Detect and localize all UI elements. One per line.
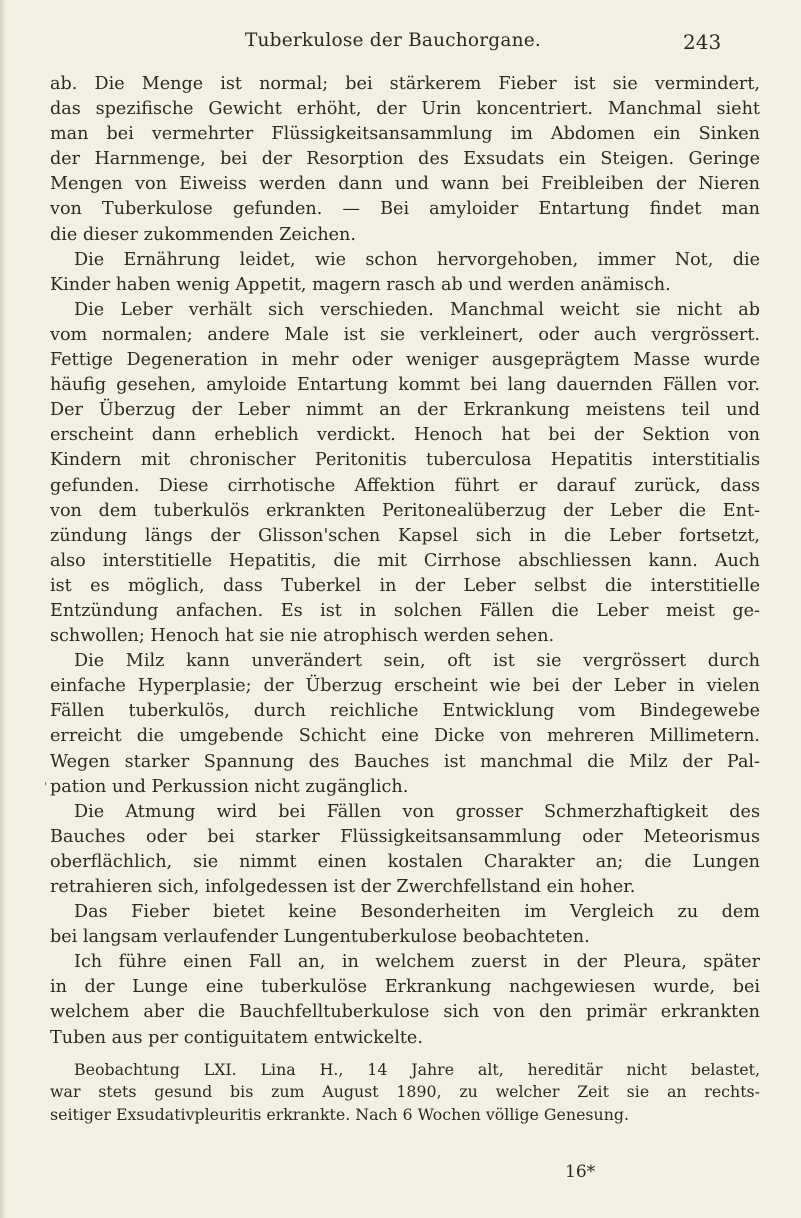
- text-line: oberflächlich, sie nimmt einen kostalen Charakter an; die Lungen: [50, 851, 760, 872]
- text-line: Kindern mit chronischer Peritonitis tuberculosa Hepatitis interstitialis: [50, 450, 760, 471]
- text-line: schwollen; Henoch hat sie nie atrophisch werden sehen.: [50, 626, 555, 647]
- paragraph: [50, 649, 760, 800]
- text-line: Die Leber verhält sich verschieden. Manchmal weicht sie nicht ab: [74, 299, 760, 320]
- paragraph: [50, 298, 760, 649]
- text-line: erscheint dann erheblich verdickt. Henoch hat bei der Sektion von: [50, 425, 760, 446]
- text-line: gefunden. Diese cirrhotische Affektion führt er darauf zurück, dass: [50, 475, 760, 496]
- observation-line: Beobachtung LXI. Lina H., 14 Jahre alt, hereditär nicht belastet,: [74, 1059, 760, 1079]
- text-line: die dieser zukommenden Zeichen.: [50, 224, 356, 245]
- text-line: retrahieren sich, infolgedessen ist der Zwerchfellstand ein hoher.: [50, 877, 636, 897]
- text-line: Ich führe einen Fall an, in welchem zuerst in der Pleura, später: [74, 952, 760, 973]
- paragraph: [50, 800, 760, 900]
- text-line: der Harnmenge, bei der Resorption des Exsudats ein Steigen. Geringe: [50, 149, 760, 170]
- text-line: Die Milz kann unverändert sein, oft ist sie vergrössert durch: [74, 651, 760, 672]
- paragraph: [50, 950, 760, 1050]
- paragraph: [50, 72, 760, 248]
- text-line: einfache Hyperplasie; der Überzug erscheint wie bei der Leber in vielen: [50, 676, 760, 697]
- page-edge-shadow: [0, 0, 6, 1218]
- text-line: Kinder haben wenig Appetit, magern rasch ab und werden anämisch.: [50, 274, 671, 295]
- page-number: 243: [683, 30, 722, 54]
- text-line: erreicht die umgebende Schicht eine Dicke von mehreren Millimetern.: [50, 726, 760, 747]
- text-line: Fällen tuberkulös, durch reichliche Entwicklung vom Bindegewebe: [50, 701, 760, 722]
- paragraph: [50, 248, 760, 298]
- text-line: Das Fieber bietet keine Besonderheiten im Vergleich zu dem: [74, 902, 760, 923]
- text-line: Fettige Degeneration in mehr oder weniger ausgeprägtem Masse wurde: [50, 350, 760, 371]
- paragraphs: [50, 72, 760, 1051]
- text-line: von Tuberkulose gefunden. — Bei amyloider Entartung findet man: [50, 199, 760, 220]
- text-line: vom normalen; andere Male ist sie verkleinert, oder auch vergrössert.: [50, 324, 760, 345]
- text-line: Der Überzug der Leber nimmt an der Erkrankung meistens teil und: [50, 400, 760, 421]
- text-line: ab. Die Menge ist normal; bei stärkerem Fieber ist sie vermindert,: [50, 74, 760, 94]
- text-line: man bei vermehrter Flüssigkeitsansammlung im Abdomen ein Sinken: [50, 124, 760, 145]
- paragraph: [50, 900, 760, 950]
- signature-mark: 16*: [565, 1162, 596, 1182]
- text-line: welchem aber die Bauchfelltuberkulose sich von den primär erkrankten: [50, 1002, 760, 1023]
- observation-line: seitiger Exsudativpleuritis erkrankte. Nach 6 Wochen völlige Genesung.: [50, 1104, 630, 1124]
- text-line: Die Ernährung leidet, wie schon hervorgehoben, immer Not, die: [74, 249, 760, 270]
- running-head-title: Tuberkulose der Bauchorgane.: [245, 30, 541, 51]
- text-line: Wegen starker Spannung des Bauches ist manchmal die Milz der Pal-: [50, 751, 760, 772]
- text-line: Mengen von Eiweiss werden dann und wann bei Freibleiben der Nieren: [50, 174, 760, 195]
- observation-block: [50, 1059, 760, 1127]
- text-line: Entzündung anfachen. Es ist in solchen Fällen die Leber meist ge-: [50, 600, 760, 621]
- body-text: [50, 72, 760, 1126]
- text-line: in der Lunge eine tuberkulöse Erkrankung nachgewiesen wurde, bei: [50, 977, 760, 998]
- text-line: häufig gesehen, amyloide Entartung kommt bei lang dauernden Fällen vor.: [50, 375, 760, 396]
- text-line: Die Atmung wird bei Fällen von grosser Schmerzhaftigkeit des: [74, 801, 760, 822]
- text-line: ist es möglich, dass Tuberkel in der Leber selbst die interstitielle: [50, 575, 760, 596]
- text-line: Bauches oder bei starker Flüssigkeitsansammlung oder Meteorismus: [50, 826, 760, 847]
- text-line: Tuben aus per contiguitatem entwickelte.: [50, 1027, 423, 1048]
- text-line: zündung längs der Glisson'schen Kapsel sich in die Leber fortsetzt,: [50, 525, 760, 546]
- observation-line: war stets gesund bis zum August 1890, zu welcher Zeit sie an rechts-: [50, 1082, 760, 1102]
- margin-mark: ': [44, 780, 48, 794]
- text-line: von dem tuberkulös erkrankten Peritonealüberzug der Leber die Ent-: [50, 500, 760, 521]
- running-head: [0, 30, 801, 56]
- text-line: bei langsam verlaufender Lungentuberkulose beobachteten.: [50, 927, 590, 948]
- text-line: pation und Perkussion nicht zugänglich.: [50, 776, 409, 797]
- text-line: also interstitielle Hepatitis, die mit Cirrhose abschliessen kann. Auch: [50, 550, 760, 571]
- text-line: das spezifische Gewicht erhöht, der Urin koncentriert. Manchmal sieht: [50, 99, 760, 120]
